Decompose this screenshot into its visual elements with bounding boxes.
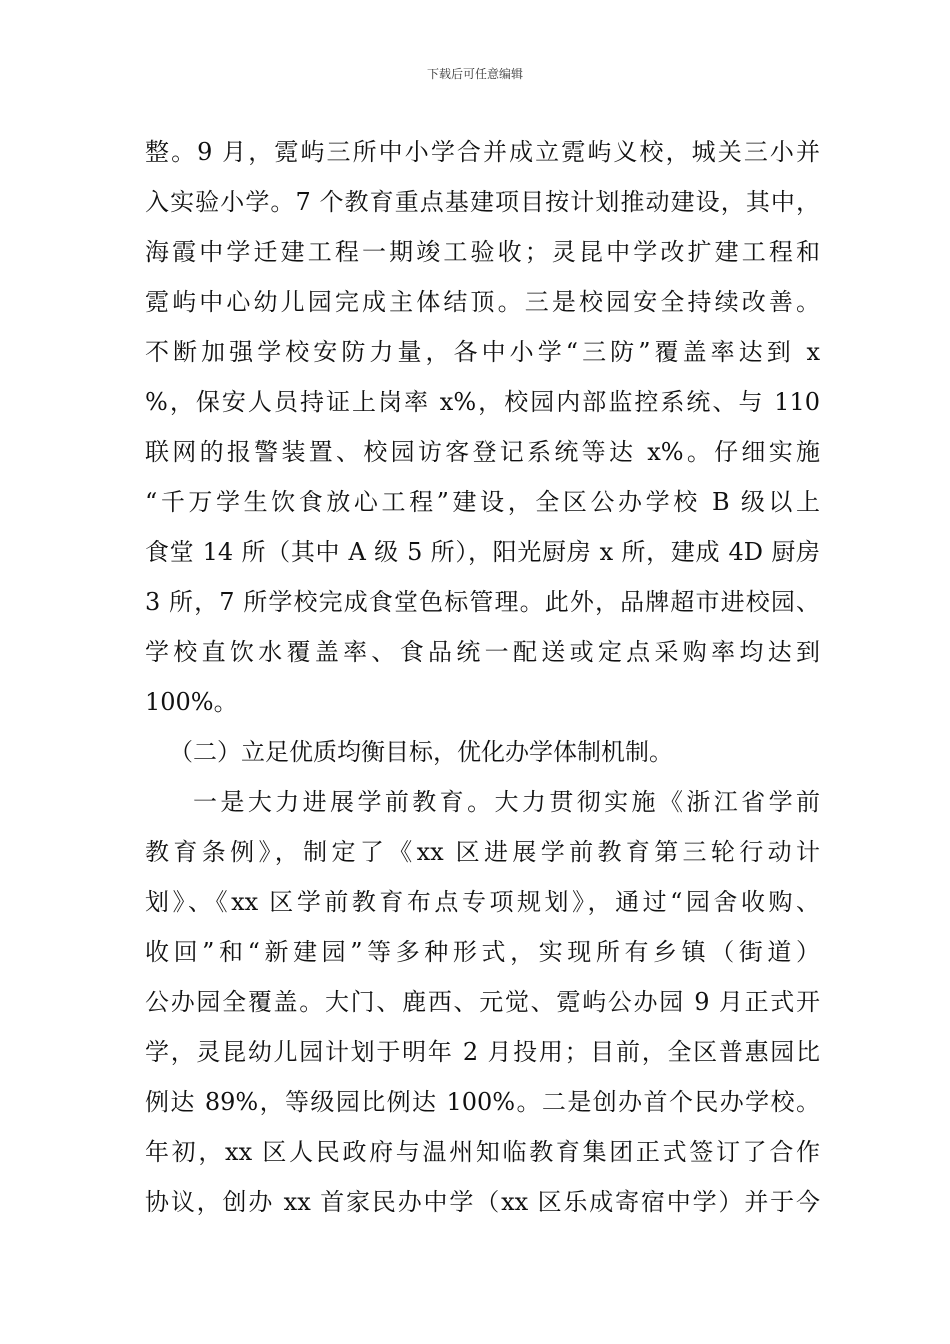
body-line: %，保安人员持证上岗率 x%，校园内部监控系统、与 110: [145, 388, 820, 416]
body-line: “千万学生饮食放心工程”建设，全区公办学校 B 级以上: [145, 488, 820, 516]
page-header: 下载后可任意编辑: [426, 67, 523, 81]
body-line: 3 所，7 所学校完成食堂色标管理。此外，品牌超市进校园、: [145, 588, 820, 616]
body-line: 学校直饮水覆盖率、食品统一配送或定点采购率均达到: [145, 638, 820, 666]
body-line: 年初，xx 区人民政府与温州知临教育集团正式签订了合作: [145, 1138, 820, 1166]
body-line: 入实验小学。7 个教育重点基建项目按计划推动建设，其中，: [145, 188, 820, 216]
body-line: 联网的报警装置、校园访客登记系统等达 x%。仔细实施: [145, 438, 820, 466]
body-line: 100%。: [145, 688, 238, 716]
body-line: 整。9 月，霓屿三所中小学合并成立霓屿义校，城关三小并: [145, 138, 820, 166]
body-line: 协议，创办 xx 首家民办中学（xx 区乐成寄宿中学）并于今: [145, 1188, 820, 1216]
body-line: 公办园全覆盖。大门、鹿西、元觉、霓屿公办园 9 月正式开: [145, 988, 820, 1016]
document-body: [145, 127, 820, 1227]
body-line: 例达 89%，等级园比例达 100%。二是创办首个民办学校。: [145, 1088, 820, 1116]
body-line: 收回”和“新建园”等多种形式，实现所有乡镇（街道）: [145, 938, 820, 966]
section-heading: （二）立足优质均衡目标，优化办学体制机制。: [169, 738, 673, 766]
body-line: 教育条例》，制定了《xx 区进展学前教育第三轮行动计: [145, 838, 820, 866]
body-line: 海霞中学迁建工程一期竣工验收；灵昆中学改扩建工程和: [145, 238, 820, 266]
body-line: 不断加强学校安防力量，各中小学“三防”覆盖率达到 x: [145, 338, 820, 366]
body-line: 学，灵昆幼儿园计划于明年 2 月投用；目前，全区普惠园比: [145, 1038, 820, 1066]
body-line: 霓屿中心幼儿园完成主体结顶。三是校园安全持续改善。: [145, 288, 820, 316]
body-line: 划》、《xx 区学前教育布点专项规划》，通过“园舍收购、: [145, 888, 820, 916]
body-line: 一是大力进展学前教育。大力贯彻实施《浙江省学前: [193, 788, 820, 816]
body-line: 食堂 14 所（其中 A 级 5 所），阳光厨房 x 所，建成 4D 厨房: [145, 538, 820, 566]
